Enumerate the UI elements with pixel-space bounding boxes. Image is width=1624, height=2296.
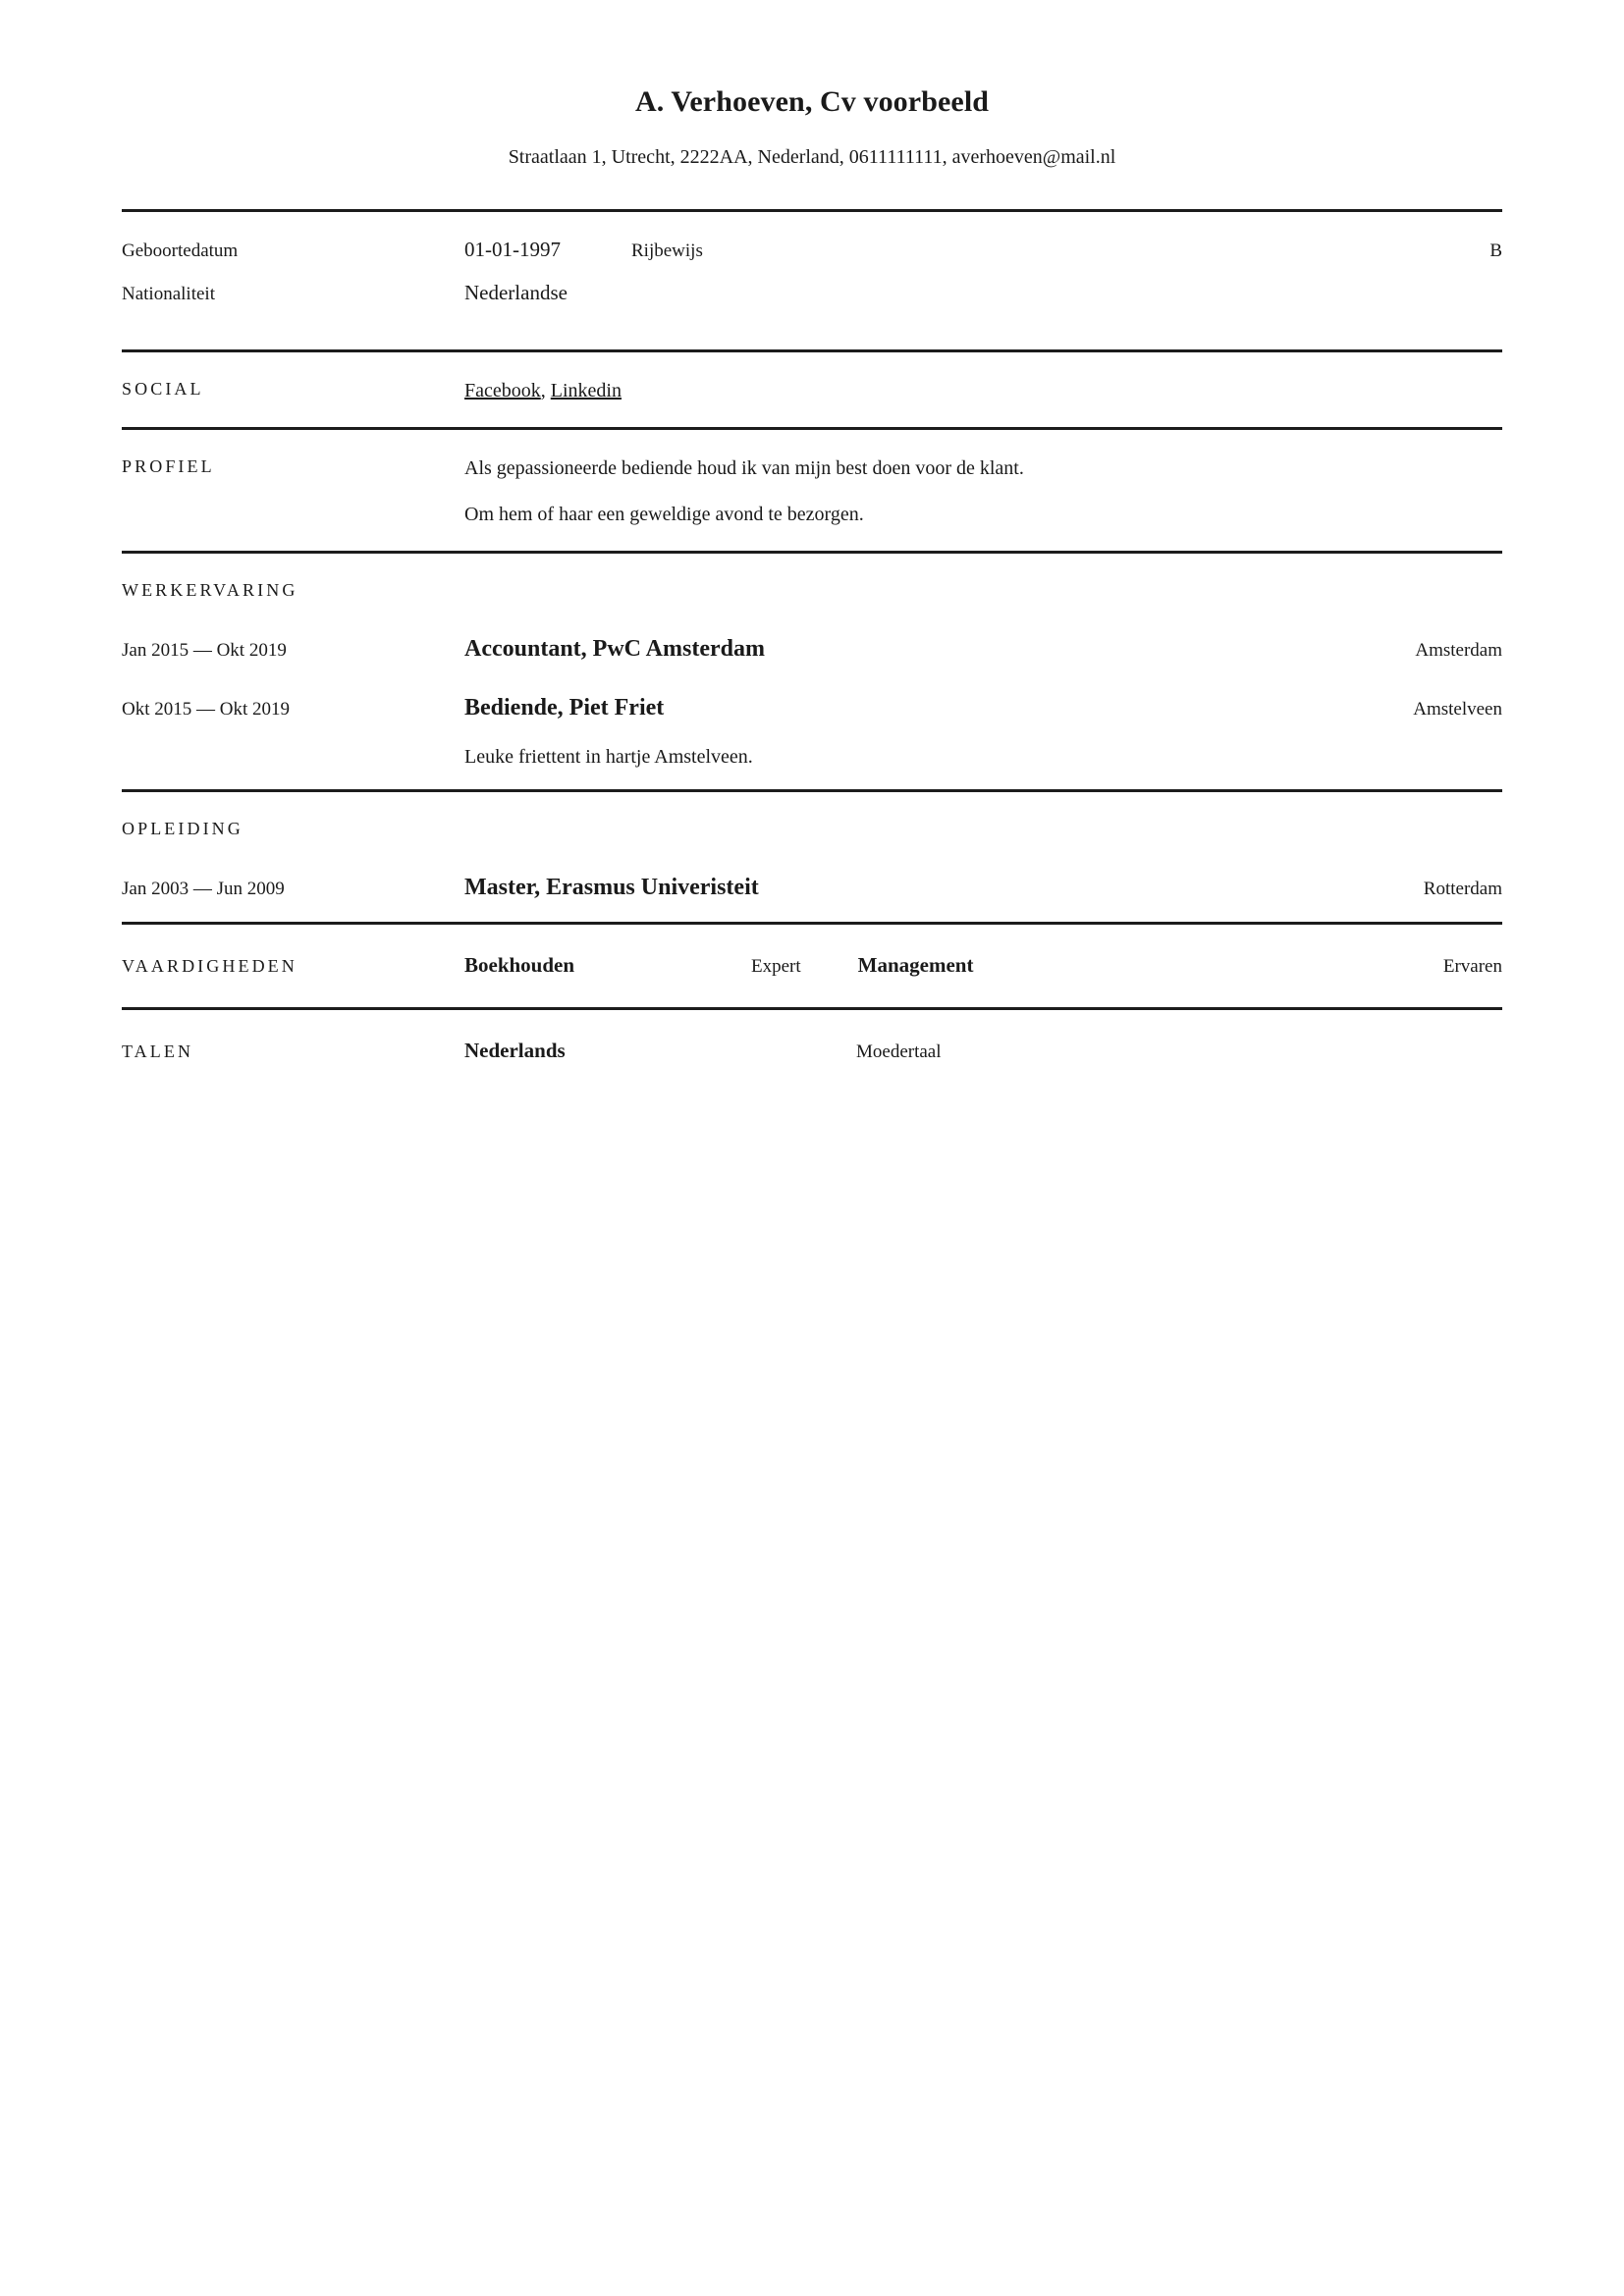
profile-label-wrap — [122, 456, 464, 527]
social-section-label: SOCIAL — [122, 379, 204, 399]
social-link-linkedin[interactable]: Linkedin — [550, 380, 622, 401]
skills-section-label: VAARDIGHEDEN — [122, 956, 298, 976]
education-entry-location: Rotterdam — [1423, 879, 1502, 899]
personal-details-row — [122, 281, 1502, 324]
experience-entry-date: Jan 2015 — Okt 2019 — [122, 640, 287, 661]
birthdate-value: 01-01-1997 — [464, 238, 561, 261]
experience-entry-location: Amsterdam — [1415, 640, 1502, 661]
skill-name: Boekhouden — [464, 953, 575, 977]
experience-entry-main — [464, 634, 1415, 664]
education-entry-title: Master, Erasmus Univeristeit — [464, 875, 759, 900]
experience-entry-date: Okt 2015 — Okt 2019 — [122, 699, 290, 720]
experience-head — [122, 580, 1502, 601]
languages-section — [122, 1010, 1502, 1093]
document-header — [0, 0, 1624, 169]
experience-entry-location: Amstelveen — [1413, 699, 1502, 720]
profile-section-label: PROFIEL — [122, 456, 215, 476]
nationality-label: Nationaliteit — [122, 284, 215, 304]
experience-entry — [122, 634, 1502, 664]
education-section-label: OPLEIDING — [122, 819, 244, 838]
social-section — [122, 352, 1502, 427]
social-label-wrap — [122, 379, 464, 403]
experience-section — [122, 554, 1502, 789]
skill-name: Management — [857, 953, 974, 977]
experience-entry-description: Leuke friettent in hartje Amstelveen. — [464, 746, 753, 768]
personal-details-row — [122, 238, 1502, 281]
education-section — [122, 792, 1502, 922]
experience-section-label: WERKERVARING — [122, 580, 298, 600]
experience-entry-title: Bediende, Piet Friet — [464, 695, 665, 721]
skill-level: Ervaren — [1442, 956, 1502, 977]
languages-label-wrap — [122, 1041, 464, 1062]
education-entry-main — [464, 873, 1424, 902]
profile-section — [122, 430, 1502, 551]
education-entry — [122, 873, 1502, 902]
education-head — [122, 819, 1502, 839]
language-name: Nederlands — [464, 1039, 566, 1062]
profile-line: Als gepassioneerde bediende houd ik van mijn best doen voor de klant. — [464, 457, 1024, 479]
profile-line: Om hem of haar een geweldige avond te bezorgen. — [464, 504, 864, 525]
experience-entry-title: Accountant, PwC Amsterdam — [464, 636, 765, 662]
page-title: A. Verhoeven, Cv voorbeeld — [634, 85, 990, 118]
skill-level: Expert — [751, 956, 801, 977]
education-entry-date: Jan 2003 — Jun 2009 — [122, 879, 285, 899]
skills-label-wrap — [122, 956, 464, 977]
nationality-value: Nederlandse — [464, 281, 568, 304]
social-link-facebook[interactable]: Facebook — [464, 380, 541, 401]
birthdate-label: Geboortedatum — [122, 240, 239, 261]
profile-body — [464, 456, 1502, 527]
contact-line: Straatlaan 1, Utrecht, 2222AA, Nederland, 0611111111, averhoeven@mail.nl — [508, 146, 1116, 168]
drivers-license-label: Rijbewijs — [631, 240, 703, 261]
social-link-separator: , — [540, 380, 551, 401]
personal-details-section — [122, 212, 1502, 349]
skills-section — [122, 925, 1502, 1007]
languages-section-label: TALEN — [122, 1041, 194, 1061]
experience-entry-main — [464, 693, 1413, 770]
drivers-license-value: B — [1489, 240, 1502, 261]
social-links — [464, 379, 1502, 403]
social-links-wrap — [464, 379, 1502, 403]
experience-entry — [122, 693, 1502, 770]
language-level: Moedertaal — [856, 1041, 942, 1062]
